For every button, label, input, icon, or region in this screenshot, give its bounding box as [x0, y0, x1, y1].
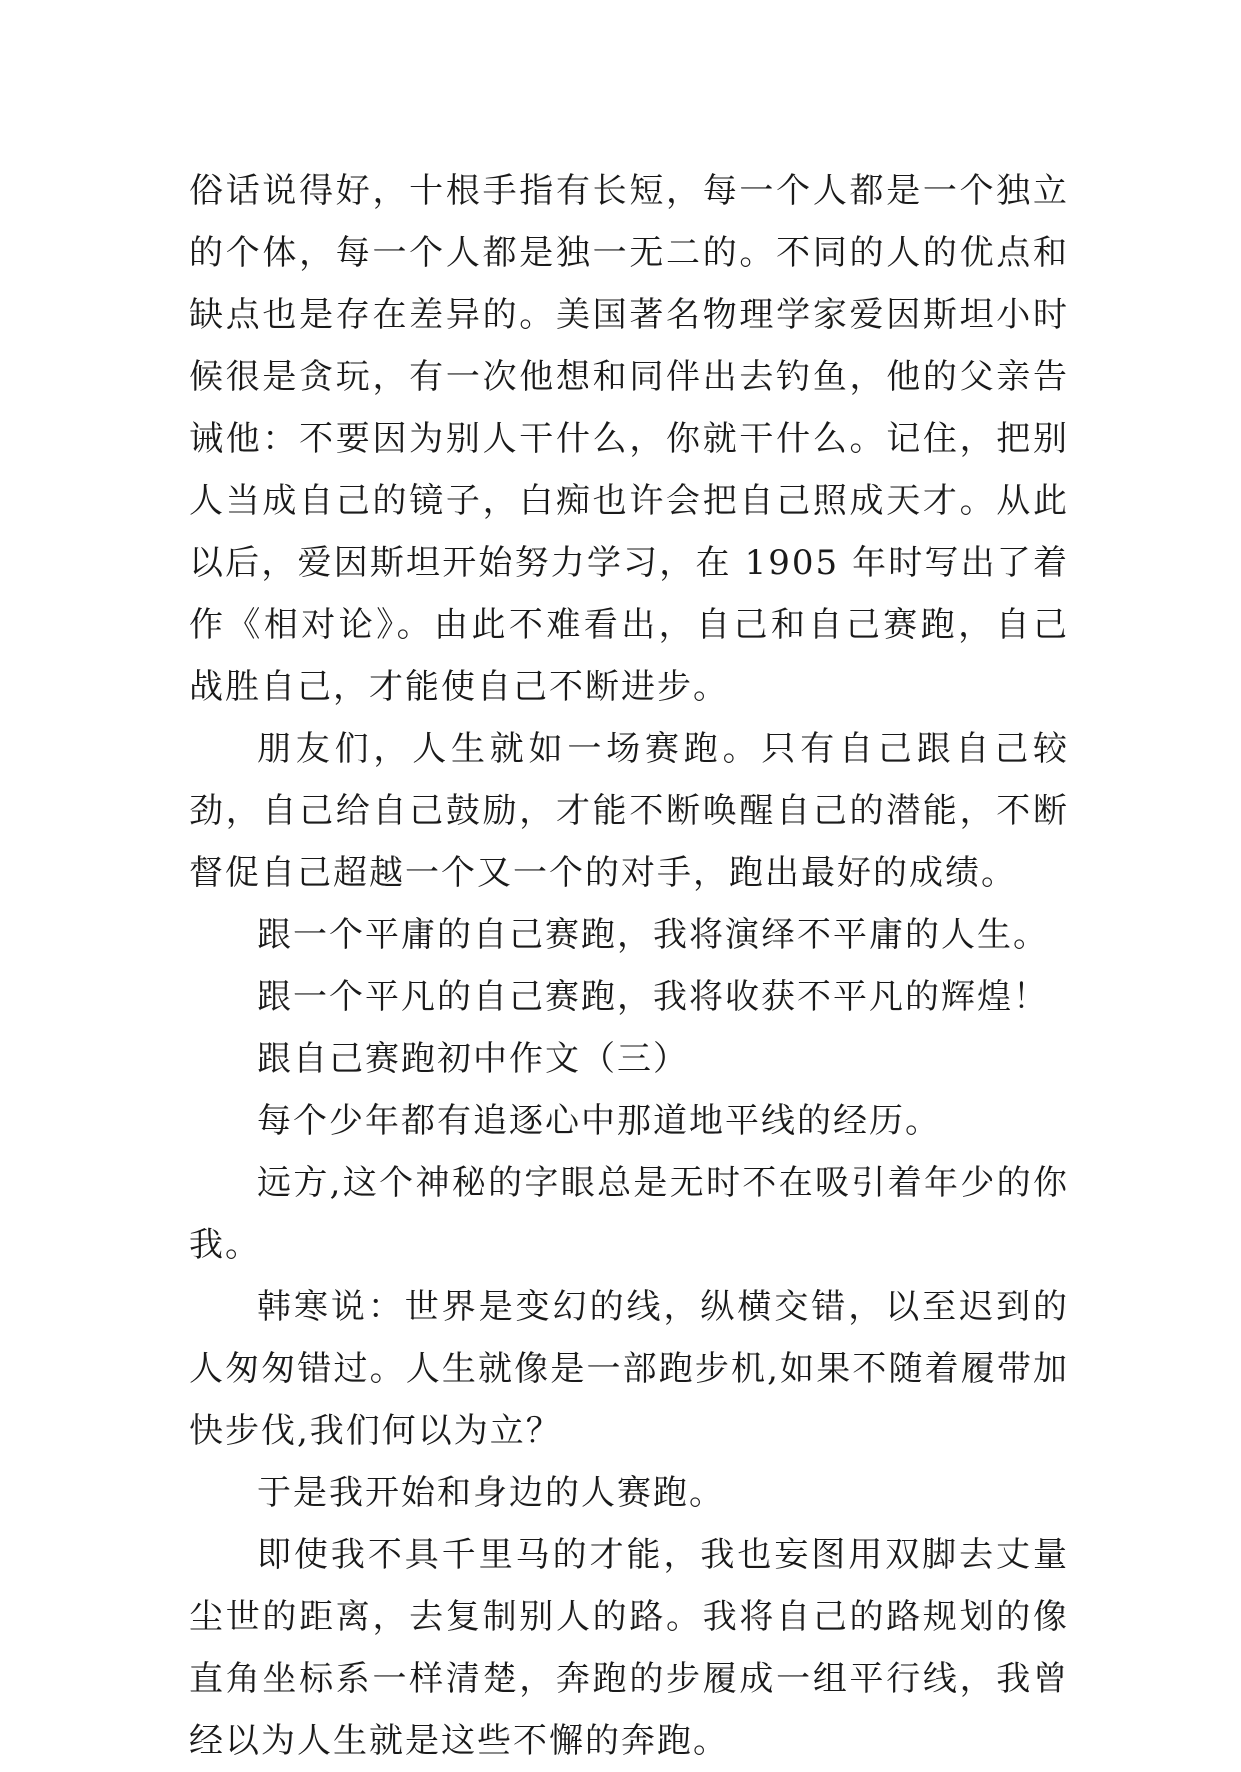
paragraph-han-han: 韩寒说：世界是变幻的线，纵横交错，以至迟到的人匆匆错过。人生就像是一部跑步机,如果不随着履带加快步伐,我们何以为立？: [189, 1287, 1069, 1451]
paragraph-race-of-life: 朋友们，人生就如一场赛跑。只有自己跟自己较劲，自己给自己鼓励，才能不断唤醒自己的潜能，不断督促自己超越一个又一个的对手，跑出最好的成绩。: [189, 729, 1069, 893]
paragraph-einstein: 俗话说得好，十根手指有长短，每一个人都是一个独立的个体，每一个人都是独一无二的。不同的人的优点和缺点也是存在差异的。美国著名物理学家爱因斯坦小时候很是贪玩，有一次他想和同伴出去钓鱼，他的父亲告诫他：不要因为别人干什么，你就干什么。记住，把别人当成自己的镜子，白痴也许会把自己照成天才。从此以后，爱因斯坦开始努力学习，在 1905 年时写出了着作《相对论》。由此不难看出，自己和自己赛跑，自己战胜自己，才能使自己不断进步。: [189, 171, 1069, 707]
paragraph-ordinary-self: 跟一个平庸的自己赛跑，我将演绎不平庸的人生。: [257, 915, 1049, 955]
paragraph-running-path: 即使我不具千里马的才能，我也妄图用双脚去丈量尘世的距离，去复制别人的路。我将自己的路规划的像直角坐标系一样清楚，奔跑的步履成一组平行线，我曾经以为人生就是这些不懈的奔跑。: [189, 1535, 1069, 1761]
paragraph-plain-self: 跟一个平凡的自己赛跑，我将收获不平凡的辉煌！: [257, 977, 1049, 1017]
paragraph-race-others: 于是我开始和身边的人赛跑。: [257, 1473, 725, 1513]
paragraph-horizon: 每个少年都有追逐心中那道地平线的经历。: [257, 1101, 941, 1141]
section-heading: 跟自己赛跑初中作文（三）: [257, 1039, 689, 1079]
document-body: [189, 160, 1069, 1772]
paragraph-distance: 远方,这个神秘的字眼总是无时不在吸引着年少的你我。: [189, 1163, 1069, 1265]
